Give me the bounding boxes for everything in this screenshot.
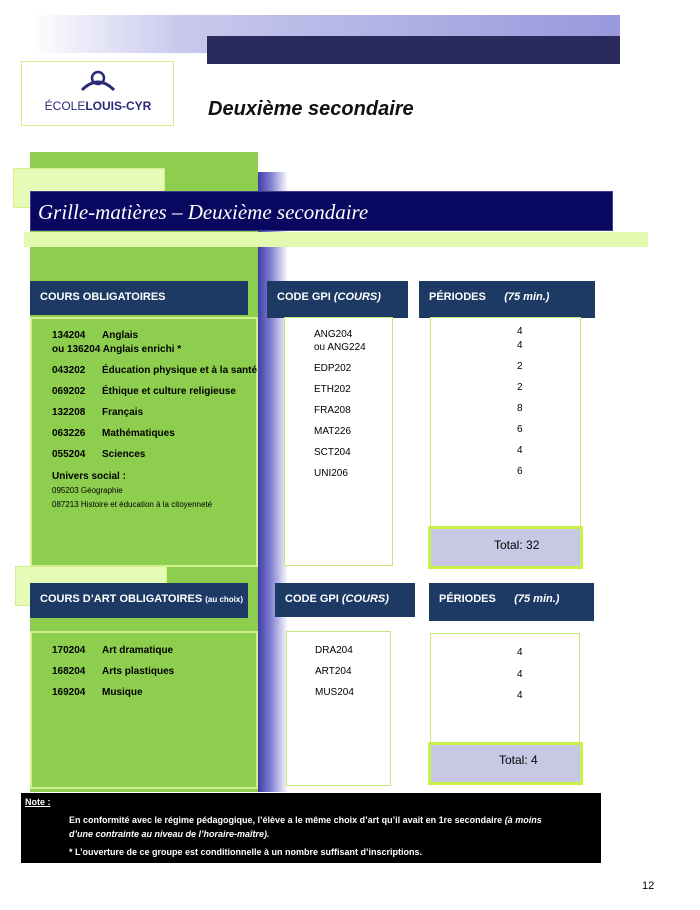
gpi-code: ETH202 <box>314 384 351 395</box>
course-row <box>52 330 138 341</box>
header-gpi-code-label: CODE GPI <box>285 593 339 605</box>
course-row <box>52 645 173 656</box>
total-box <box>428 526 583 569</box>
mandatory-courses-box <box>30 317 258 567</box>
header-periods <box>429 583 594 621</box>
course-row <box>52 449 145 460</box>
gpi-codes-box <box>284 317 393 566</box>
period-value: 4 <box>517 690 523 701</box>
note-line <box>69 815 542 825</box>
gpi-code: MUS204 <box>315 687 354 698</box>
period-value: 4 <box>517 669 523 680</box>
page-number: 12 <box>642 880 655 892</box>
course-code: 069202 <box>52 386 86 397</box>
course-name: Art dramatique <box>102 645 174 656</box>
note-line1-text: En conformité avec le régime pédagogique, l’élève a le même choix d’art qu’il avait en 1re secondaire <box>69 815 503 825</box>
art-periods-box <box>430 633 580 743</box>
art-total-box <box>428 742 583 785</box>
course-code: 132208 <box>52 407 86 418</box>
course-row <box>52 344 181 355</box>
course-row <box>52 666 174 677</box>
period-value: 2 <box>517 361 523 372</box>
header-periods-unit: (75 min.) <box>514 593 560 605</box>
header-gpi-code-paren: (COURS) <box>333 291 381 303</box>
gpi-code: DRA204 <box>315 645 353 656</box>
period-value: 2 <box>517 382 523 393</box>
gpi-code: ou ANG224 <box>314 342 366 353</box>
logo-text <box>28 99 168 113</box>
course-code: 055204 <box>52 449 86 460</box>
header-art-courses-label: COURS D’ART OBLIGATOIRES <box>40 593 203 605</box>
course-name: Français <box>102 407 144 418</box>
page-heading: Deuxième secondaire <box>208 98 414 120</box>
course-name: Anglais <box>102 330 139 341</box>
course-code: 063226 <box>52 428 86 439</box>
top-dark-bar <box>207 36 620 64</box>
course-code: 169204 <box>52 687 86 698</box>
course-name: Musique <box>102 687 143 698</box>
course-row <box>52 365 257 376</box>
course-name: Arts plastiques <box>102 666 175 677</box>
course-code: 134204 <box>52 330 86 341</box>
logo-name: LOUIS-CYR <box>85 99 152 113</box>
header-periods-label: PÉRIODES <box>439 593 496 605</box>
header-gpi-code <box>275 583 415 617</box>
logo-prefix: ÉCOLE <box>44 99 86 113</box>
header-art-courses <box>30 583 248 618</box>
note-line1-italic: (à moins <box>504 815 542 825</box>
total-periods: Total: 4 <box>499 753 538 767</box>
course-name: Sciences <box>102 449 146 460</box>
period-value: 6 <box>517 466 523 477</box>
course-row <box>52 687 143 698</box>
period-value: 4 <box>517 647 523 658</box>
course-row <box>52 386 236 397</box>
gpi-code: UNI206 <box>314 468 348 479</box>
course-name: Mathématiques <box>102 428 175 439</box>
course-name: Éducation physique et à la santé <box>102 365 258 376</box>
gpi-code: ANG204 <box>314 329 353 340</box>
grid-title-bar <box>30 191 613 231</box>
periods-box <box>430 317 581 527</box>
header-mandatory-courses-label: COURS OBLIGATOIRES <box>40 291 166 303</box>
school-logo <box>21 61 174 126</box>
period-value: 6 <box>517 424 523 435</box>
course-row <box>52 428 175 439</box>
period-value: 4 <box>517 340 523 351</box>
header-periods-label: PÉRIODES <box>429 291 486 303</box>
note-box <box>21 793 601 863</box>
period-value: 4 <box>517 445 523 456</box>
note-line: * L’ouverture de ce groupe est conditionnelle à un nombre suffisant d’inscriptions. <box>69 847 423 857</box>
course-code: 170204 <box>52 645 86 656</box>
total-periods: Total: 32 <box>494 538 540 552</box>
art-courses-box <box>30 631 258 789</box>
course-name: ou 136204 Anglais enrichi * <box>52 344 182 355</box>
header-mandatory-courses <box>30 281 248 315</box>
header-periods <box>419 281 595 318</box>
note-title: Note : <box>25 797 51 807</box>
decorative-stripe <box>24 232 648 247</box>
grid-title: Grille-matières – Deuxième secondaire <box>38 200 369 224</box>
course-code: 168204 <box>52 666 86 677</box>
gpi-code: FRA208 <box>314 405 351 416</box>
header-gpi-code <box>267 281 408 318</box>
course-name: Éthique et culture religieuse <box>102 386 236 397</box>
header-gpi-code-label: CODE GPI <box>277 291 331 303</box>
gpi-code: EDP202 <box>314 363 352 374</box>
social-item: 095203 Géographie <box>52 486 123 495</box>
header-periods-unit: (75 min.) <box>504 291 550 303</box>
period-value: 4 <box>517 326 523 337</box>
art-gpi-codes-box <box>286 631 391 786</box>
social-item: 087213 Histoire et éducation à la citoyenneté <box>52 500 213 509</box>
gpi-code: SCT204 <box>314 447 351 458</box>
course-code: 043202 <box>52 365 86 376</box>
header-gpi-code-paren: (COURS) <box>341 593 389 605</box>
logo-figure-icon <box>80 70 116 92</box>
gpi-code: ART204 <box>315 666 352 677</box>
course-row <box>52 407 143 418</box>
note-line: d’une contrainte au niveau de l’horaire-maître). <box>69 829 270 839</box>
social-universe-title: Univers social : <box>52 471 126 482</box>
gpi-code: MAT226 <box>314 426 352 437</box>
period-value: 8 <box>517 403 523 414</box>
header-art-choice: (au choix) <box>205 595 243 604</box>
